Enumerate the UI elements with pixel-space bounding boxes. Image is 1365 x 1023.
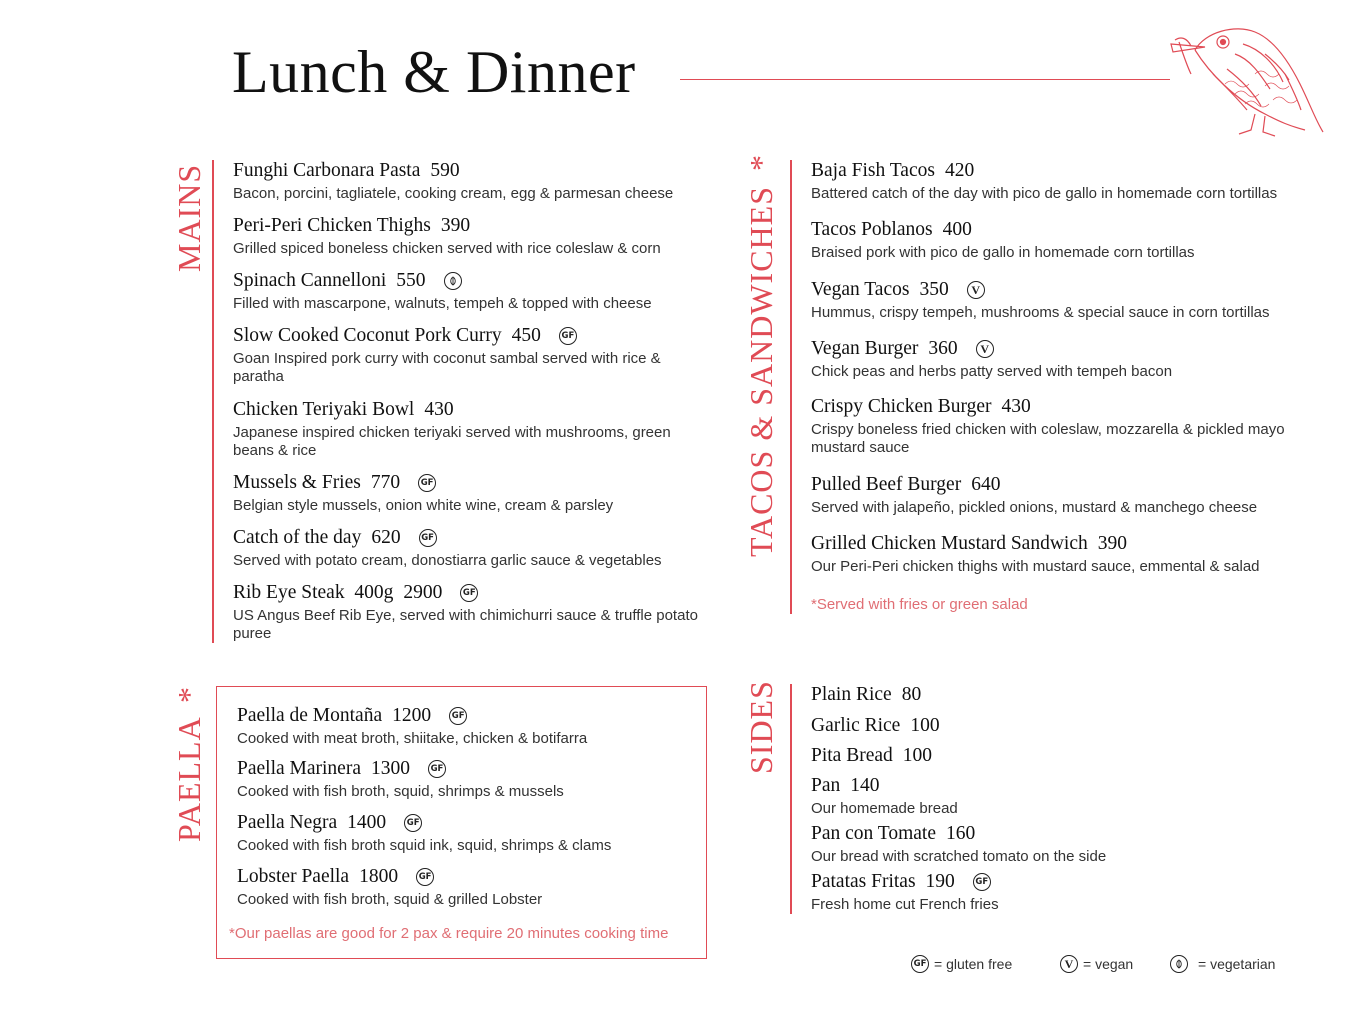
menu-item-title xyxy=(811,775,1211,797)
menu-item-description: Fresh home cut French fries xyxy=(811,896,999,913)
kingfisher-bird-logo xyxy=(1165,14,1327,140)
menu-item-title xyxy=(233,582,703,604)
menu-item-title xyxy=(233,325,703,347)
menu-item-title xyxy=(811,745,1211,767)
gluten-free-icon: GF xyxy=(416,868,434,886)
menu-item xyxy=(233,325,703,386)
gluten-free-icon: GF xyxy=(404,814,422,832)
menu-item-name: Pulled Beef Burger xyxy=(811,474,962,495)
menu-item xyxy=(233,582,703,643)
menu-item-name: Spinach Cannelloni xyxy=(233,270,387,291)
menu-item-price: 430 xyxy=(1001,396,1031,417)
vegan-icon: V xyxy=(1060,955,1078,973)
menu-item-description: Japanese inspired chicken teriyaki served with mushrooms, green beans & rice xyxy=(233,424,671,459)
menu-item-price: 1200 xyxy=(392,705,432,726)
menu-item-title xyxy=(237,758,697,780)
menu-item-description: Bacon, porcini, tagliatele, cooking cream, egg & parmesan cheese xyxy=(233,185,674,202)
menu-item-description: Filled with mascarpone, walnuts, tempeh & topped with cheese xyxy=(233,295,652,312)
menu-item-price: 390 xyxy=(440,215,471,236)
menu-item-price: 1400 xyxy=(347,812,387,833)
menu-item-description: Crispy boneless fried chicken with coleslaw, mozzarella & pickled mayo mustard sauce xyxy=(811,421,1285,456)
menu-item-name: Paella Marinera xyxy=(237,758,361,779)
menu-item-description: Belgian style mussels, onion white wine, cream & parsley xyxy=(233,497,614,514)
menu-item-price: 770 xyxy=(370,472,401,493)
menu-item-description: Goan Inspired pork curry with coconut sambal served with rice & paratha xyxy=(233,350,661,385)
title-divider xyxy=(680,79,1170,80)
menu-item-price: 100 xyxy=(902,745,933,766)
gluten-free-icon: GF xyxy=(428,760,446,778)
menu-item-name: Garlic Rice xyxy=(811,715,901,736)
legend-v-text: = vegan xyxy=(1083,956,1134,972)
menu-item-name: Lobster Paella xyxy=(237,866,350,887)
menu-item-name: Paella de Montaña xyxy=(237,705,383,726)
menu-item-name: Vegan Tacos xyxy=(811,279,910,300)
menu-item-name: Mussels & Fries xyxy=(233,472,361,493)
menu-item-title xyxy=(233,399,703,421)
menu-item-name: Funghi Carbonara Pasta xyxy=(233,160,421,181)
sides-divider xyxy=(790,684,792,914)
menu-item-price: 550 xyxy=(396,270,426,291)
menu-item xyxy=(811,715,1211,737)
menu-item-name: Pan xyxy=(811,775,841,796)
legend-veg-text: = vegetarian xyxy=(1198,956,1276,972)
menu-item-title xyxy=(233,472,703,494)
menu-item-price: 420 xyxy=(944,160,975,181)
menu-item-description: Cooked with meat broth, shiitake, chicken & botifarra xyxy=(237,730,588,747)
menu-item-title xyxy=(233,215,703,237)
legend-vegan xyxy=(1060,955,1133,973)
menu-item-title xyxy=(811,396,1326,418)
menu-item-price: 640 xyxy=(971,474,1001,495)
menu-item xyxy=(811,396,1326,457)
menu-item-name: Grilled Chicken Mustard Sandwich xyxy=(811,533,1088,554)
tacos-note: *Served with fries or green salad xyxy=(811,596,1028,613)
menu-item-title xyxy=(811,533,1326,555)
page-title: Lunch & Dinner xyxy=(232,39,636,105)
menu-item-price: 190 xyxy=(925,871,955,892)
menu-item-description: Our homemade bread xyxy=(811,800,958,817)
gluten-free-icon: GF xyxy=(460,584,478,602)
menu-item-price: 450 xyxy=(511,325,541,346)
menu-item xyxy=(811,219,1326,262)
menu-item-price: 1300 xyxy=(370,758,410,779)
menu-item xyxy=(233,270,703,313)
menu-item xyxy=(811,684,1211,706)
menu-item-description: Chick peas and herbs patty served with tempeh bacon xyxy=(811,363,1173,380)
menu-item-name: Patatas Fritas xyxy=(811,871,916,892)
menu-item-name: Chicken Teriyaki Bowl xyxy=(233,399,415,420)
mains-divider xyxy=(212,160,214,643)
section-label-sides: SIDES xyxy=(743,680,779,774)
menu-item-price: 620 xyxy=(371,527,401,548)
paella-star: * xyxy=(171,686,207,704)
vegan-icon: V xyxy=(976,340,994,358)
menu-item-price: 1800 xyxy=(359,866,399,887)
menu-item-description: Braised pork with pico de gallo in homemade corn tortillas xyxy=(811,244,1195,261)
menu-item-price: 590 xyxy=(430,160,460,181)
leaf-icon xyxy=(1170,955,1188,973)
menu-item-title xyxy=(233,160,703,182)
menu-item-name: Peri-Peri Chicken Thighs xyxy=(233,215,431,236)
menu-item-title xyxy=(811,871,1211,893)
menu-item xyxy=(811,279,1326,322)
menu-item-description: Cooked with fish broth, squid, shrimps & mussels xyxy=(237,783,564,800)
menu-item-price: 2900 xyxy=(403,582,443,603)
section-label-mains: MAINS xyxy=(171,163,207,272)
menu-item-title xyxy=(233,527,703,549)
gluten-free-icon: GF xyxy=(418,474,436,492)
menu-item xyxy=(811,533,1326,576)
paella-note: *Our paellas are good for 2 pax & require 20 minutes cooking time xyxy=(229,925,669,942)
paella-label-text: PAELLA xyxy=(171,718,207,842)
menu-item-price: 360 xyxy=(928,338,958,359)
menu-item-name: Tacos Poblanos xyxy=(811,219,933,240)
menu-item-price: 80 xyxy=(901,684,922,705)
menu-item-description: Grilled spiced boneless chicken served with rice coleslaw & corn xyxy=(233,240,661,257)
menu-item xyxy=(811,823,1211,866)
gluten-free-icon: GF xyxy=(973,873,991,891)
menu-item-description: Served with jalapeño, pickled onions, mustard & manchego cheese xyxy=(811,499,1258,516)
gluten-free-icon: GF xyxy=(419,529,437,547)
menu-item-description: Cooked with fish broth squid ink, squid, shrimps & clams xyxy=(237,837,612,854)
tacos-label-text: TACOS & SANDWICHES xyxy=(743,185,779,557)
menu-item xyxy=(233,472,703,515)
leaf-icon xyxy=(444,272,462,290)
menu-item-description: Cooked with fish broth, squid & grilled Lobster xyxy=(237,891,543,908)
menu-item xyxy=(237,705,697,748)
tacos-star: * xyxy=(743,153,779,171)
menu-item xyxy=(237,758,697,801)
menu-item-description: Our Peri-Peri chicken thighs with mustard sauce, emmental & salad xyxy=(811,558,1260,575)
gluten-free-icon: GF xyxy=(449,707,467,725)
menu-item xyxy=(811,338,1326,381)
menu-item xyxy=(233,215,703,258)
menu-item-price: 400 xyxy=(942,219,972,240)
menu-item-name: Catch of the day xyxy=(233,527,362,548)
menu-item-title xyxy=(811,219,1326,241)
menu-item xyxy=(811,745,1211,767)
gluten-free-icon: GF xyxy=(911,955,929,973)
gluten-free-icon: GF xyxy=(559,327,577,345)
tacos-divider xyxy=(790,160,792,614)
menu-item-name: Vegan Burger xyxy=(811,338,919,359)
section-label-tacos xyxy=(743,154,780,557)
menu-item-title xyxy=(811,279,1326,301)
menu-item xyxy=(233,527,703,570)
menu-item xyxy=(811,871,1211,914)
legend-vegetarian xyxy=(1170,955,1275,973)
legend-gluten-free xyxy=(911,955,1012,973)
menu-item-name: Pita Bread xyxy=(811,745,893,766)
menu-item-price: 100 xyxy=(910,715,940,736)
menu-item-price: 390 xyxy=(1097,533,1127,554)
menu-item-name: Slow Cooked Coconut Pork Curry xyxy=(233,325,502,346)
menu-item-title xyxy=(811,684,1211,706)
menu-item xyxy=(237,866,697,909)
menu-item-name: Paella Negra xyxy=(237,812,338,833)
menu-item xyxy=(811,775,1211,818)
menu-item xyxy=(811,474,1326,517)
menu-item-name: Baja Fish Tacos xyxy=(811,160,935,181)
section-label-paella xyxy=(171,686,208,842)
menu-item-price: 350 xyxy=(919,279,949,300)
menu-item-name: Crispy Chicken Burger xyxy=(811,396,992,417)
menu-item xyxy=(811,160,1326,203)
legend-gf-text: = gluten free xyxy=(934,956,1013,972)
menu-item-description: Our bread with scratched tomato on the side xyxy=(811,848,1107,865)
menu-item-title xyxy=(237,866,697,888)
menu-item xyxy=(233,399,703,460)
menu-item xyxy=(237,812,697,855)
menu-item-title xyxy=(233,270,703,292)
menu-item-description: US Angus Beef Rib Eye, served with chimichurri sauce & truffle potato puree xyxy=(233,607,698,642)
menu-item-name: Rib Eye Steak 400g xyxy=(233,582,394,603)
menu-item-title xyxy=(811,474,1326,496)
menu-item-name: Plain Rice xyxy=(811,684,892,705)
menu-item-title xyxy=(237,812,697,834)
menu-item-title xyxy=(811,823,1211,845)
menu-item-title xyxy=(237,705,697,727)
menu-item-title xyxy=(811,160,1326,182)
menu-item-description: Battered catch of the day with pico de gallo in homemade corn tortillas xyxy=(811,185,1278,202)
menu-item-name: Pan con Tomate xyxy=(811,823,936,844)
menu-item-title xyxy=(811,715,1211,737)
menu-item-description: Served with potato cream, donostiarra garlic sauce & vegetables xyxy=(233,552,662,569)
menu-item-price: 140 xyxy=(850,775,880,796)
menu-item-description: Hummus, crispy tempeh, mushrooms & special sauce in corn tortillas xyxy=(811,304,1270,321)
menu-item-price: 160 xyxy=(946,823,976,844)
menu-item-price: 430 xyxy=(424,399,454,420)
menu-item xyxy=(233,160,703,203)
vegan-icon: V xyxy=(967,281,985,299)
menu-item-title xyxy=(811,338,1326,360)
